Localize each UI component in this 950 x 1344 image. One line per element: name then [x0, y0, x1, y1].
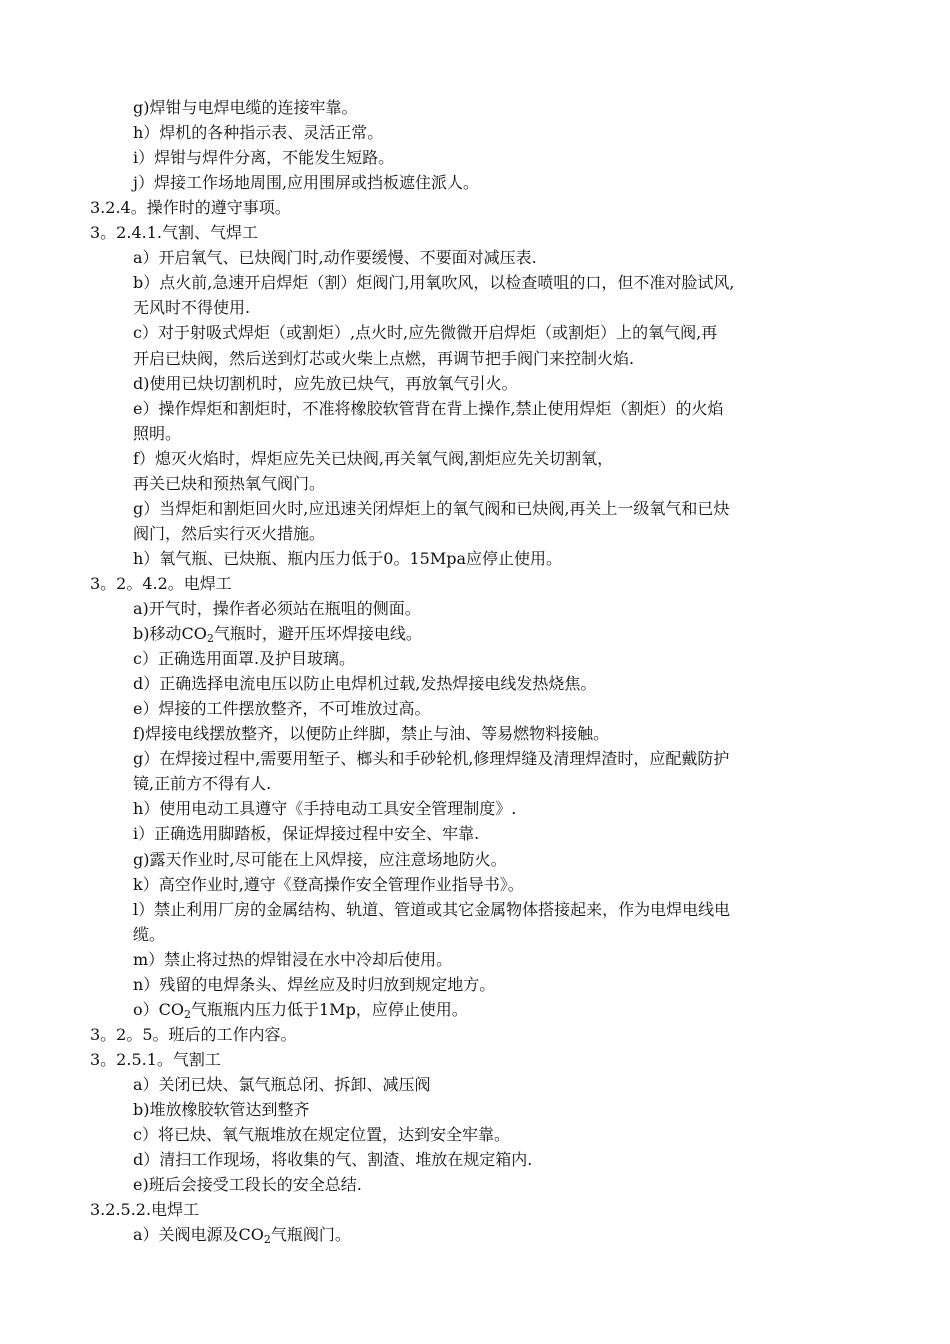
text-line: g)露天作业时,尽可能在上风焊接，应注意场地防火。 — [133, 849, 507, 869]
text-line: d）正确选择电流电压以防止电焊机过载,发热焊接电线发热烧焦。 — [133, 674, 597, 694]
text-line: h）氧气瓶、已炔瓶、瓶内压力低于0。15Mpa应停止使用。 — [133, 548, 563, 568]
text-line: a）关闭已炔、氯气瓶总闭、拆卸、减压阀 — [133, 1074, 431, 1094]
text-line: b)移动$CO_2$气瓶时，避开压坏焊接电线。 — [133, 624, 422, 646]
section-heading: 3。2。5。班后的工作内容。 — [90, 1024, 297, 1044]
text-line: 照明。 — [133, 423, 182, 443]
text-line: g)焊钳与电焊电缆的连接牢靠。 — [133, 98, 358, 117]
text-line: d）清扫工作现场，将收集的气、割渣、堆放在规定箱内. — [133, 1150, 533, 1170]
section-heading: 3.2.5.2.电焊工 — [90, 1200, 200, 1220]
text-line: 阀门，然后实行灭火措施。 — [133, 523, 326, 543]
section-heading: 3。2.4.1.气割、气焊工 — [90, 223, 258, 243]
text-line: 开启已炔阀，然后送到灯芯或火柴上点燃，再调节把手阀门来控制火焰. — [133, 348, 635, 368]
text-line: c）将已炔、氧气瓶堆放在规定位置，达到安全牢靠。 — [133, 1125, 510, 1145]
text-line: a）关阀电源及$CO_2$气瓶阀门。 — [133, 1225, 351, 1247]
text-line: h）焊机的各种指示表、灵活正常。 — [133, 123, 384, 143]
text-line: a)开气时，操作者必须站在瓶咀的侧面。 — [133, 599, 421, 618]
text-line: g）在焊接过程中,需要用堑子、榔头和手砂轮机,修理焊缝及清理焊渣时，应配戴防护 — [133, 749, 730, 769]
text-line: k）高空作业时,遵守《登高操作安全管理作业指导书》。 — [133, 874, 524, 894]
section-heading: 3。2.5.1。气割工 — [90, 1049, 221, 1069]
text-line: m）禁止将过热的焊钳浸在水中冷却后使用。 — [133, 949, 453, 969]
text-line: b）点火前,急速开启焊炬（割）炬阀门,用氧吹风，以检查喷咀的口，但不准对脸试风, — [133, 273, 735, 293]
text-line: h）使用电动工具遵守《手持电动工具安全管理制度》. — [133, 799, 517, 819]
text-line: e)班后会接受工段长的安全总结. — [133, 1175, 362, 1195]
text-line: i）焊钳与焊件分离，不能发生短路。 — [133, 148, 395, 168]
text-line: 镜,正前方不得有人. — [133, 774, 272, 794]
section-heading: 3。2。4.2。电焊工 — [90, 573, 232, 593]
text-line: i）正确选用脚踏板，保证焊接过程中安全、牢靠. — [133, 824, 480, 844]
section-heading: 3.2.4。操作时的遵守事项。 — [90, 198, 291, 218]
text-line: g）当焊炬和割炬回火时,应迅速关闭焊炬上的氧气阀和已炔阀,再关上一级氧气和已炔 — [133, 498, 730, 518]
text-line: d)使用已炔切割机时，应先放已炔气，再放氧气引火。 — [133, 373, 518, 393]
text-line: 缆。 — [133, 924, 166, 944]
text-line: e）焊接的工件摆放整齐，不可堆放过高。 — [133, 699, 431, 719]
text-line: f）熄灭火焰时，焊炬应先关已炔阀,再关氧气阀,割炬应先关切割氧， — [133, 448, 614, 468]
text-line: b)堆放橡胶软管达到整齐 — [133, 1100, 310, 1119]
text-line: c）正确选用面罩.及护目玻璃。 — [133, 649, 356, 669]
text-line: j）焊接工作场地周围,应用围屏或挡板遮住派人。 — [133, 173, 480, 193]
text-line: n）残留的电焊条头、焊丝应及时归放到规定地方。 — [133, 974, 496, 994]
text-line: a）开启氧气、已炔阀门时,动作要缓慢、不要面对减压表. — [133, 248, 537, 268]
text-line: 再关已炔和预热氧气阀门。 — [133, 473, 326, 493]
text-line: $o)CO_2$气瓶瓶内压力低于1Mp，应停止使用。 — [133, 999, 468, 1021]
text-line: e）操作焊炬和割炬时，不准将橡胶软管背在背上操作,禁止使用焊炬（割炬）的火焰 — [133, 398, 724, 418]
text-line: l）禁止利用厂房的金属结构、轨道、管道或其它金属物体搭接起来，作为电焊电线电 — [133, 899, 731, 919]
text-line: f)焊接电线摆放整齐，以便防止绊脚，禁止与油、等易燃物料接触。 — [133, 724, 610, 744]
text-line: c）对于射吸式焊炬（或割炬）,点火时,应先微微开启焊炬（或割炬）上的氧气阀,再 — [133, 323, 718, 343]
text-line: 无风时不得使用. — [133, 298, 251, 318]
